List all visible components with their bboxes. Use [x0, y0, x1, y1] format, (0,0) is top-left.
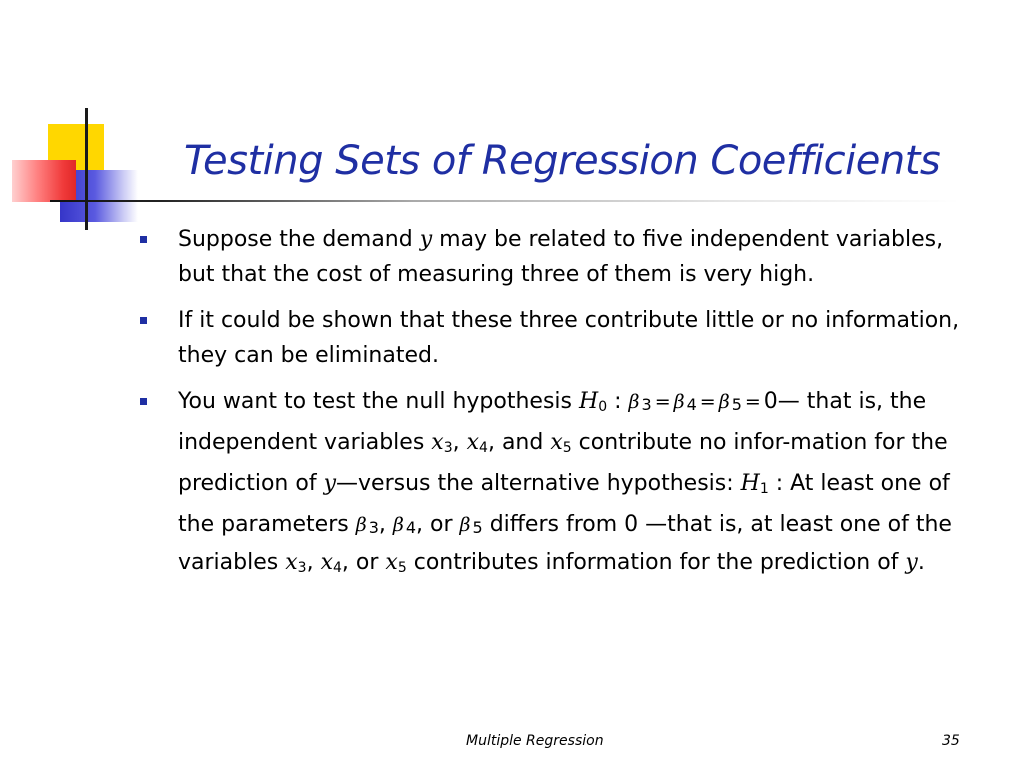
bullet-square-icon [140, 317, 147, 324]
hypothesis-h0: H [579, 389, 599, 414]
footer-title: Multiple Regression [466, 733, 604, 749]
slide-title: Testing Sets of Regression Coefficients [184, 138, 941, 184]
page-number: 35 [942, 733, 960, 749]
decorative-vertical-line [85, 108, 88, 230]
decorative-red-square [12, 160, 76, 202]
beta-symbol: β [459, 514, 471, 536]
bullet-list [138, 222, 970, 597]
bullet-square-icon [140, 398, 147, 405]
bullet-square-icon [140, 236, 147, 243]
title-underline [50, 200, 960, 202]
variable-y: y [419, 227, 433, 252]
beta-symbol: β [673, 391, 685, 413]
beta-symbol: β [355, 514, 367, 536]
beta-symbol: β [718, 391, 730, 413]
bullet-item: Suppose the demand y may be related to five independent variables, but that the cost of measuring three of them is very high. [138, 222, 970, 292]
beta-symbol: β [392, 514, 404, 536]
hypothesis-h1: H [740, 471, 760, 496]
bullet-item: If it could be shown that these three contribute little or no information, they can be eliminated. [138, 303, 970, 373]
beta-symbol: β [628, 391, 640, 413]
bullet-item: You want to test the null hypothesis $H_0$ : β 3 = β 4 = β 5 = 0— that is, the independent variables $x_3$, $x_4$, and $x_5$ contribute no infor-mation for the prediction of y—versus the alternative hypothesis: $H_1$ : At least one of the parameters β 3, β 4, or β 5 differs from 0 —that is, at least one of the variables $x_3$, $x_4$, or $x_5$ contributes information for the prediction of y. [138, 384, 970, 586]
